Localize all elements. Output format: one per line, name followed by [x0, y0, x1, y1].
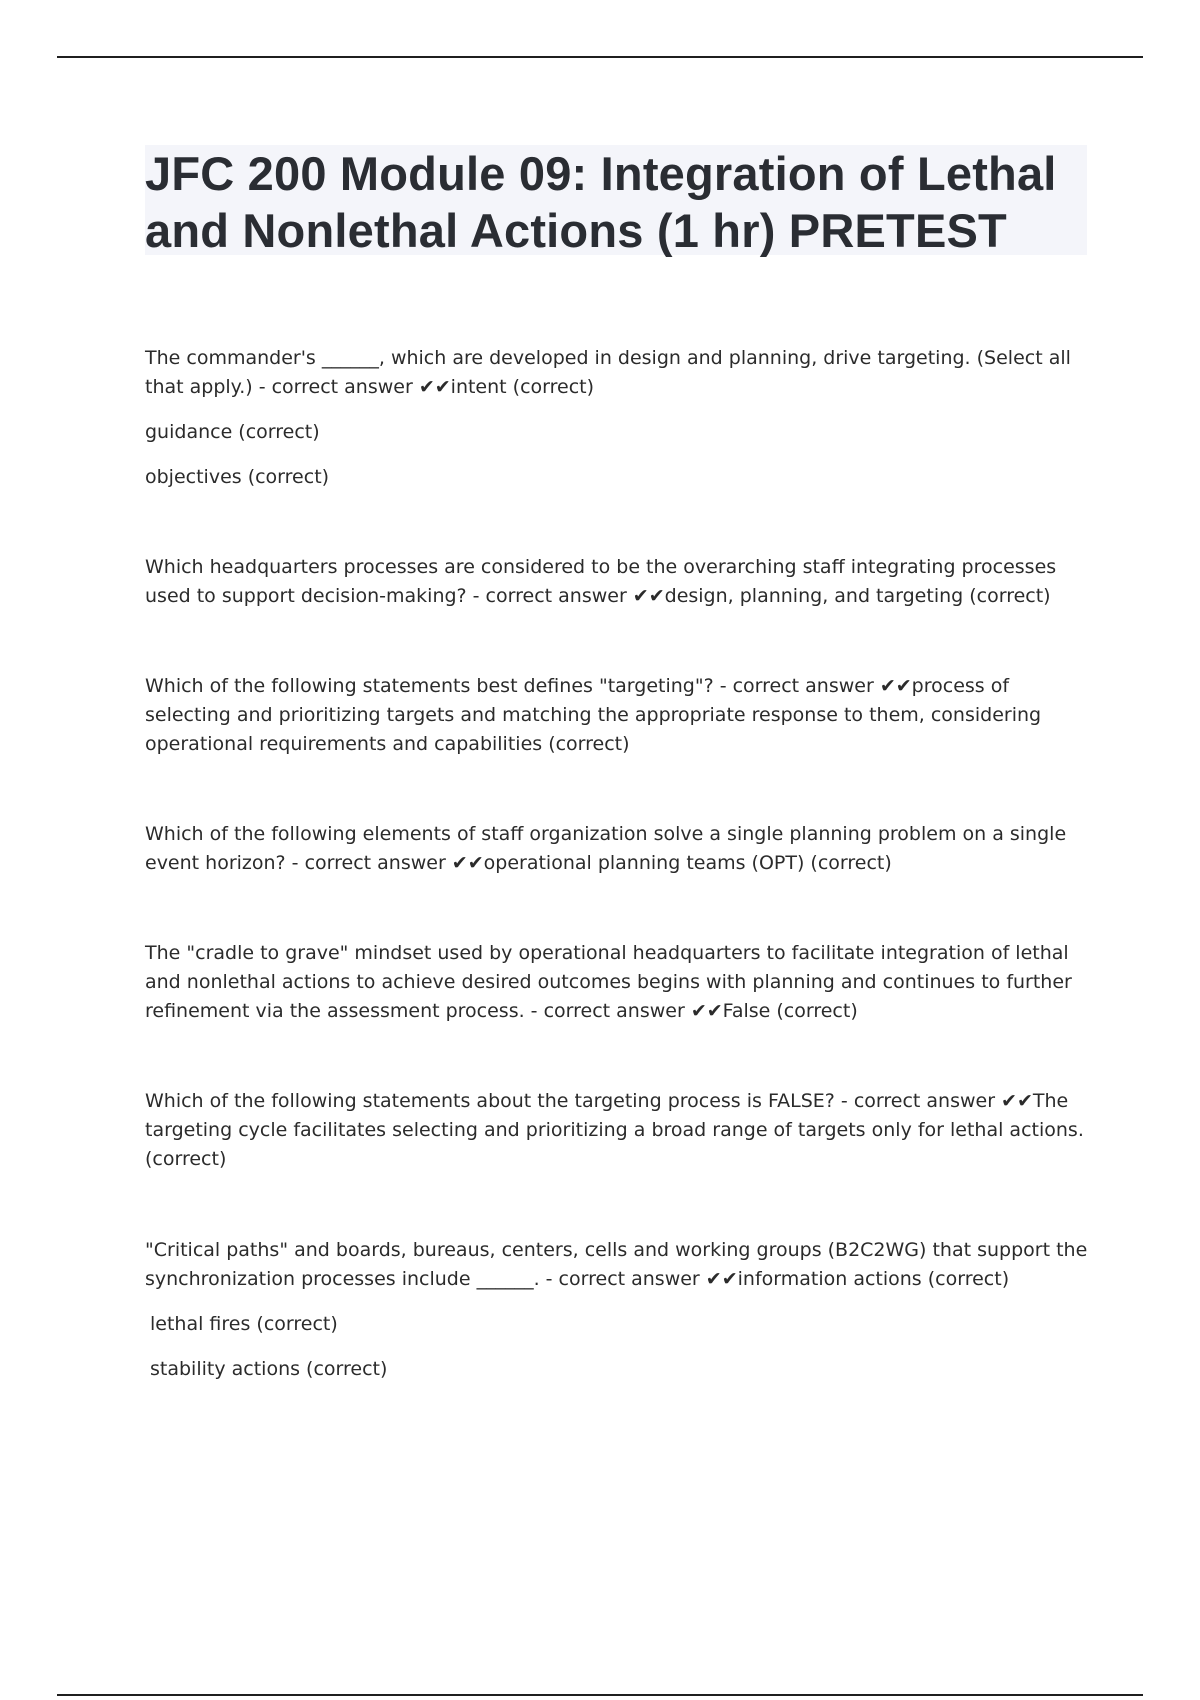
question-block-2	[145, 553, 1095, 611]
footer-rule	[57, 1694, 1143, 1696]
question-list	[145, 344, 1095, 1384]
additional-answer: guidance (correct)	[145, 421, 320, 443]
additional-answer: stability actions (correct)	[150, 1358, 388, 1380]
question-text: "Critical paths" and boards, bureaus, centers, cells and working groups (B2C2WG) that support the synchronization processes include ______. - correct answer ✔✔information actions (correct)	[145, 1239, 1088, 1290]
question-text: Which of the following statements best defines "targeting"? - correct answer ✔✔process of selecting and prioritizing targets and matching the appropriate response to them, considering operational requirements and capabilities (correct)	[145, 675, 1042, 755]
additional-answer: lethal fires (correct)	[150, 1313, 338, 1335]
question-text: Which of the following statements about the targeting process is FALSE? - correct answer ✔✔The targeting cycle facilitates selecting and prioritizing a broad range of targets only for lethal actions. (correct)	[145, 1090, 1084, 1170]
additional-answer: objectives (correct)	[145, 466, 330, 488]
title-banner	[145, 145, 1087, 255]
question-text: The "cradle to grave" mindset used by operational headquarters to facilitate integration of lethal and nonlethal actions to achieve desired outcomes begins with planning and continues to further refinement via the assessment process. - correct answer ✔✔False (correct)	[145, 942, 1072, 1022]
question-block-7	[145, 1236, 1095, 1384]
header-rule	[57, 56, 1143, 58]
question-block-1	[145, 344, 1095, 492]
question-block-4	[145, 820, 1095, 878]
question-text: The commander's ______, which are developed in design and planning, drive targeting. (Select all that apply.) - correct answer ✔✔intent (correct)	[145, 347, 1071, 398]
question-text: Which of the following elements of staff organization solve a single planning problem on a single event horizon? - correct answer ✔✔operational planning teams (OPT) (correct)	[145, 823, 1067, 874]
question-block-6	[145, 1087, 1095, 1174]
question-block-5	[145, 939, 1095, 1026]
document-title: JFC 200 Module 09: Integration of Lethal and Nonlethal Actions (1 hr) PRETEST	[145, 147, 1057, 257]
question-text: Which headquarters processes are considered to be the overarching staff integrating processes used to support decision-making? - correct answer ✔✔design, planning, and targeting (correct)	[145, 556, 1057, 607]
question-block-3	[145, 672, 1095, 759]
